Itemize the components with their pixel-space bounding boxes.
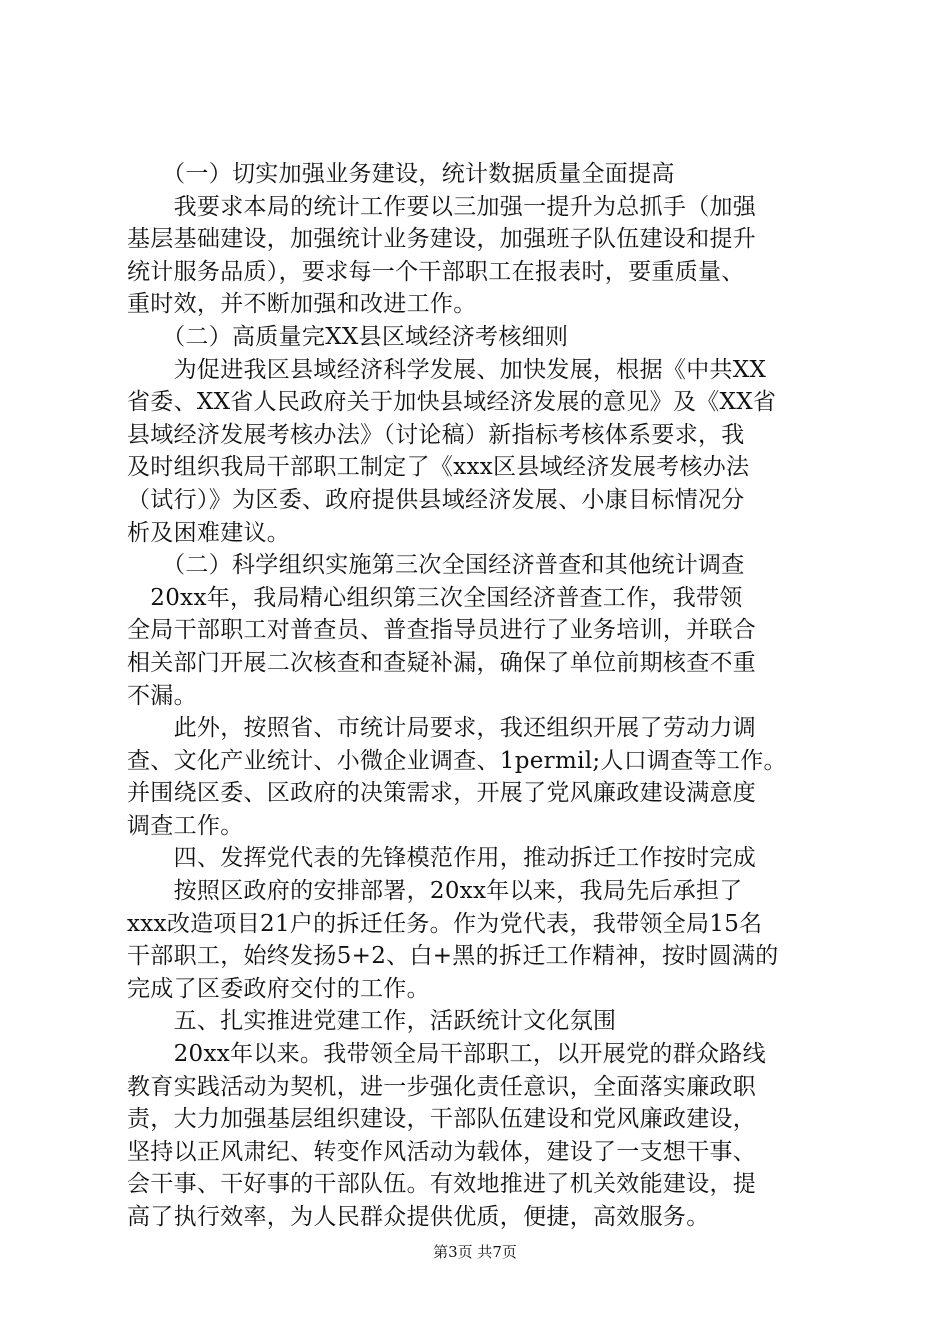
paragraph-line: 查、文化产业统计、小微企业调查、1permil;人口调查等工作。: [127, 747, 787, 774]
paragraph-line: （试行）》为区委、政府提供县域经济发展、小康目标情况分: [127, 486, 745, 513]
document-body: [127, 158, 839, 1234]
heading-line: （二）科学组织实施第三次全国经济普查和其他统计调查: [127, 552, 745, 579]
paragraph-line: xxx改造项目21户的拆迁任务。作为党代表，我带领全局15名: [127, 910, 763, 937]
paragraph-line: 20xx年，我局精心组织第三次全国经济普查工作，我带领: [127, 584, 743, 611]
paragraph-line: 20xx年以来。我带领全局干部职工，以开展党的群众路线: [127, 1041, 766, 1068]
paragraph-line: 坚持以正风肃纪、转变作风活动为载体，建设了一支想干事、: [127, 1138, 757, 1165]
paragraph-line: 省委、XX省人民政府关于加快县域经济发展的意见》及《XX省: [127, 389, 777, 416]
paragraph-line: 及时组织我局干部职工制定了《xxx区县域经济发展考核办法: [127, 454, 750, 481]
paragraph-line: 教育实践活动为契机，进一步强化责任意识，全面落实廉政职: [127, 1073, 757, 1100]
paragraph-line: 高了执行效率，为人民群众提供优质，便捷，高效服务。: [127, 1204, 710, 1230]
paragraph-line: 县域经济发展考核办法》（讨论稿）新指标考核体系要求，我: [127, 421, 745, 448]
paragraph-line: 并围绕区委、区政府的决策需求，开展了党风廉政建设满意度: [127, 780, 757, 807]
paragraph-line: 为促进我区县域经济科学发展、加快发展，根据《中共XX: [127, 356, 767, 383]
paragraph-line: 按照区政府的安排部署，20xx年以来，我局先后承担了: [127, 878, 743, 905]
paragraph-line: 析及困难建议。: [127, 519, 291, 546]
heading-line: （二）高质量完XX县区域经济考核细则: [127, 323, 569, 350]
paragraph-line: 干部职工，始终发扬5+2、白+黑的拆迁工作精神，按时圆满的: [127, 943, 779, 970]
paragraph-line: 全局干部职工对普查员、普查指导员进行了业务培训，并联合: [127, 617, 757, 644]
paragraph-line: 完成了区委政府交付的工作。: [127, 975, 430, 1002]
paragraph-line: 重时效，并不断加强和改进工作。: [127, 291, 477, 318]
paragraph-line: 调查工作。: [127, 812, 244, 839]
page-footer: [0, 1242, 950, 1262]
paragraph-line: 统计服务品质），要求每一个干部职工在报表时，要重质量、: [127, 258, 745, 285]
paragraph-line: 我要求本局的统计工作要以三加强一提升为总抓手（加强: [127, 193, 757, 220]
paragraph-line: 此外，按照省、市统计局要求，我还组织开展了劳动力调: [127, 715, 757, 742]
paragraph-line: 责，大力加强基层组织建设，干部队伍建设和党风廉政建设，: [127, 1106, 757, 1133]
page-number: 第3页 共7页: [433, 1243, 517, 1261]
paragraph-line: 相关部门开展二次核查和查疑补漏，确保了单位前期核查不重: [127, 649, 757, 676]
paragraph-line: 基层基础建设，加强统计业务建设，加强班子队伍建设和提升: [127, 226, 757, 253]
paragraph-line: 会干事、干好事的干部队伍。有效地推进了机关效能建设，提: [127, 1171, 757, 1198]
heading-line: 四、发挥党代表的先锋模范作用，推动拆迁工作按时完成: [127, 845, 757, 872]
heading-line: （一）切实加强业务建设，统计数据质量全面提高: [127, 161, 675, 187]
heading-line: 五、扎实推进党建工作，活跃统计文化氛围: [127, 1008, 617, 1035]
paragraph-line: 不漏。: [127, 682, 197, 709]
